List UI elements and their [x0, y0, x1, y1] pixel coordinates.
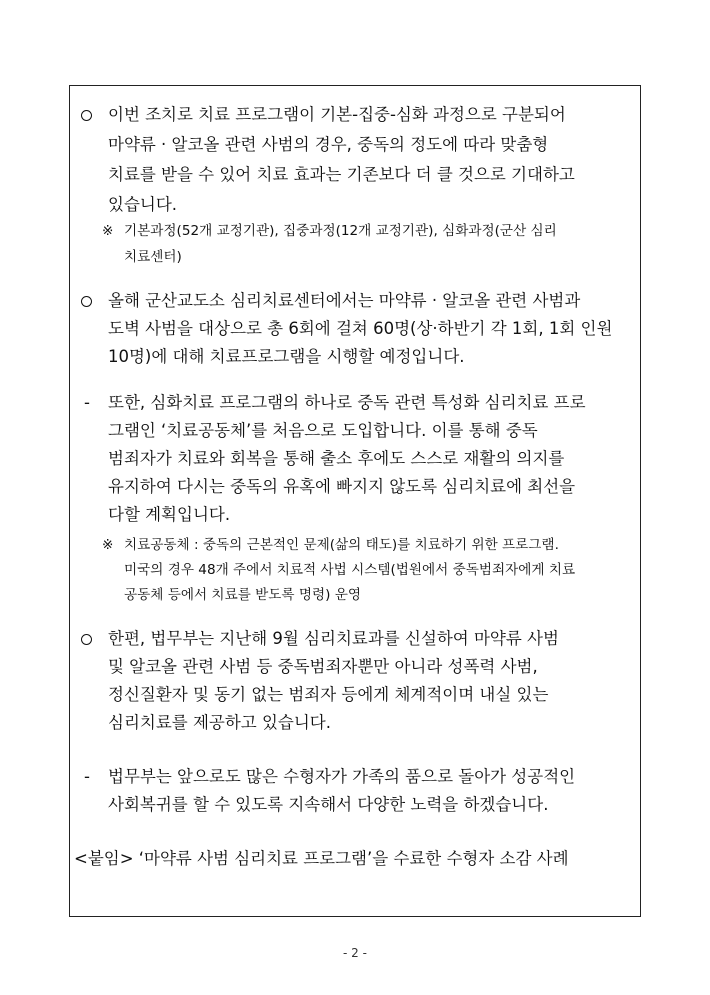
- note-line: 기본과정(52개 교정기관), 집중과정(12개 교정기관), 심화과정(군산 심리: [124, 223, 557, 239]
- paragraph-line: 있습니다.: [108, 195, 178, 214]
- note-line: 치료센터): [124, 249, 182, 265]
- document-frame: [69, 85, 641, 917]
- circle-bullet-icon: [81, 296, 92, 307]
- paragraph-line: 그램인 ‘치료공동체’를 처음으로 도입합니다. 이를 통해 중독: [108, 421, 538, 440]
- paragraph-line: 다할 계획입니다.: [108, 505, 231, 524]
- paragraph-line: 법무부는 앞으로도 많은 수형자가 가족의 품으로 돌아가 성공적인: [108, 767, 576, 786]
- note-line: 치료공동체 : 중독의 근본적인 문제(삶의 태도)를 치료하기 위한 프로그램.: [124, 537, 559, 553]
- dash-bullet: -: [84, 767, 90, 786]
- circle-bullet-icon: [81, 634, 92, 645]
- paragraph-line: 사회복귀를 할 수 있도록 지속해서 다양한 노력을 하겠습니다.: [108, 795, 549, 814]
- paragraph-line: 심리치료를 제공하고 있습니다.: [108, 713, 331, 732]
- page-number: - 2 -: [343, 946, 367, 960]
- paragraph-line: 올해 군산교도소 심리치료센터에서는 마약류 · 알코올 관련 사범과: [108, 291, 581, 310]
- paragraph-line: 정신질환자 및 동기 없는 범죄자 등에게 체계적이며 내실 있는: [108, 685, 549, 704]
- note-line: 미국의 경우 48개 주에서 치료적 사법 시스템(법원에서 중독범죄자에게 치료: [124, 562, 576, 578]
- note-line: 공동체 등에서 치료를 받도록 명령) 운영: [124, 587, 362, 603]
- reference-mark: ※: [102, 223, 114, 239]
- paragraph-line: 10명)에 대해 치료프로그램을 시행할 예정입니다.: [108, 347, 465, 366]
- paragraph-line: 도벽 사범을 대상으로 총 6회에 걸쳐 60명(상·하반기 각 1회, 1회 인원: [108, 319, 613, 338]
- paragraph-line: 또한, 심화치료 프로그램의 하나로 중독 관련 특성화 심리치료 프로: [108, 393, 586, 412]
- paragraph-line: 마약류 · 알코올 관련 사범의 경우, 중독의 정도에 따라 맞춤형: [108, 135, 549, 154]
- paragraph-line: 유지하여 다시는 중독의 유혹에 빠지지 않도록 심리치료에 최선을: [108, 477, 576, 496]
- paragraph-line: 한편, 법무부는 지난해 9월 심리치료과를 신설하여 마약류 사범: [108, 629, 559, 648]
- reference-mark: ※: [102, 537, 114, 553]
- paragraph-line: 이번 조치로 치료 프로그램이 기본-집중-심화 과정으로 구분되어: [108, 105, 566, 124]
- paragraph-line: 치료를 받을 수 있어 치료 효과는 기존보다 더 클 것으로 기대하고: [108, 165, 575, 184]
- attachment-line: <붙임> ‘마약류 사범 심리치료 프로그램’을 수료한 수형자 소감 사례: [74, 849, 569, 868]
- paragraph-line: 및 알코올 관련 사범 등 중독범죄자뿐만 아니라 성폭력 사범,: [108, 657, 538, 676]
- paragraph-line: 범죄자가 치료와 회복을 통해 출소 후에도 스스로 재활의 의지를: [108, 449, 565, 468]
- dash-bullet: -: [84, 393, 90, 412]
- circle-bullet-icon: [81, 110, 92, 121]
